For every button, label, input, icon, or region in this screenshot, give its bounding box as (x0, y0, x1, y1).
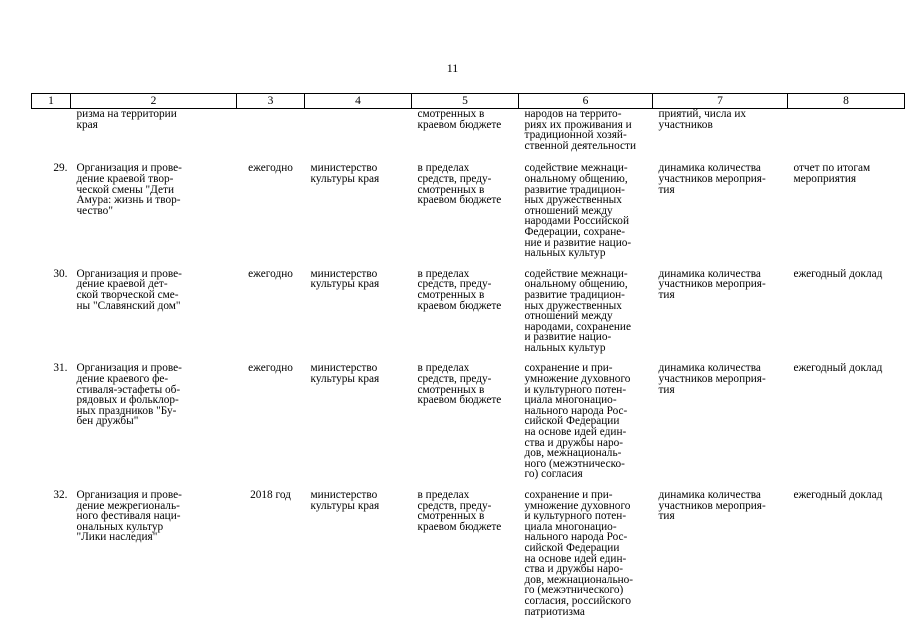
report-form: ежегодный доклад (793, 267, 883, 280)
column-header: 4 (305, 94, 412, 109)
page-number: 11 (446, 61, 459, 75)
frequency: ежегодно (248, 267, 293, 280)
report-form: ежегодный доклад (793, 489, 883, 501)
column-header: 5 (412, 94, 519, 109)
table-row (32, 163, 905, 268)
funding-source: в пределах средств, преду- смотренных в краевом бюджете (417, 267, 502, 312)
table-row (32, 363, 905, 490)
item-number: 29. (53, 162, 68, 175)
report-form (788, 109, 905, 164)
frequency (237, 109, 305, 164)
frequency: 2018 год (250, 489, 291, 501)
indicator: динамика количества участников мероприя- тия (658, 489, 766, 523)
event-name: Организация и прове- дение краевого фе- стиваля-эстафеты об- рядовых и фольклор- ных праздников "Бу- бен дружбы" (76, 362, 182, 428)
indicator: приятий, числа их участников (658, 108, 747, 131)
expected-result: сохранение и при- умножение духовного и культурного потен- циала многонацио- нального народа Рос- сийской Федерации на основе идей един- ства и дружбы наро- дов, межнационально- го (межэтнического) согласия, российского патриотизма (524, 489, 634, 618)
frequency: ежегодно (248, 162, 293, 175)
expected-result: содействие межнаци- ональному общению, развитие традицион- ных дружественных отношений между народами Российской Федерации, сохране- ние и развитие нацио- нальных культур (524, 162, 632, 260)
table-row-continuation (32, 109, 905, 164)
indicator: динамика количества участников мероприя- тия (658, 362, 766, 396)
item-number: 31. (53, 362, 68, 375)
table-row (32, 269, 905, 364)
item-number (32, 109, 71, 164)
table-row (32, 490, 905, 627)
executor: министерство культуры края (310, 362, 380, 386)
frequency: ежегодно (248, 362, 293, 375)
report-form: ежегодный доклад (793, 362, 883, 375)
event-name: Организация и прове- дение краевой дет- ской творческой сме- ны "Славянский дом" (76, 267, 182, 312)
funding-source: в пределах средств, преду- смотренных в краевом бюджете (417, 162, 502, 207)
funding-source: в пределах средств, преду- смотренных в краевом бюджете (417, 362, 502, 407)
executor: министерство культуры края (310, 489, 380, 512)
table-header (32, 94, 905, 109)
plan-table (31, 93, 905, 627)
indicator: динамика количества участников мероприя- тия (658, 267, 766, 301)
column-header: 6 (519, 94, 653, 109)
event-name: ризма на территории края (76, 108, 177, 131)
column-header: 8 (788, 94, 905, 109)
report-form: отчет по итогам мероприятия (793, 162, 871, 185)
column-header: 2 (71, 94, 237, 109)
funding-source: смотренных в краевом бюджете (417, 108, 502, 131)
column-header: 3 (237, 94, 305, 109)
expected-result: сохранение и при- умножение духовного и культурного потен- циала многонацио- нального народа Рос- сийской Федерации на основе идей един- ства и дружбы наро- дов, межнациональ- ного (межэтническо- го) согласия (524, 362, 631, 481)
indicator: динамика количества участников мероприя- тия (658, 162, 766, 196)
event-name: Организация и прове- дение краевой твор- ческой смены "Дети Амура: жизнь и твор- чество" (76, 162, 182, 217)
column-header: 1 (32, 94, 71, 109)
column-header: 7 (653, 94, 788, 109)
expected-result: содействие межнаци- ональному общению, развитие традицион- ных дружественных отношений между народами, сохранение и развитие нацио- нальных культур (524, 267, 631, 354)
event-name: Организация и прове- дение межрегиональ- ного фестиваля наци- ональных культур "Лики наследия" (76, 489, 182, 544)
executor: министерство культуры края (310, 162, 380, 185)
column-numbers-row (32, 94, 905, 109)
item-number: 32. (53, 489, 68, 501)
executor (305, 109, 412, 164)
item-number: 30. (53, 267, 68, 280)
expected-result: народов на террито- риях их проживания и традиционной хозяй- ственной деятельности (524, 108, 637, 152)
executor: министерство культуры края (310, 267, 380, 291)
funding-source: в пределах средств, преду- смотренных в краевом бюджете (417, 489, 502, 533)
